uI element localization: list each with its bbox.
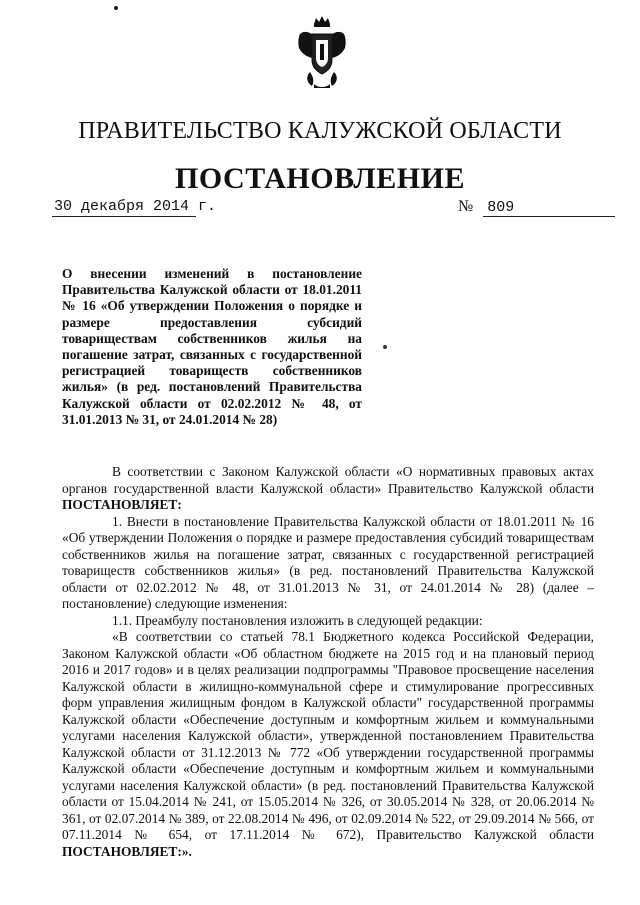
coat-of-arms-icon xyxy=(296,14,348,92)
document-number xyxy=(458,198,615,217)
body-paragraph: 1.1. Преамбулу постановления изложить в следующей редакции: xyxy=(112,612,483,628)
body-paragraph: 1. Внести в постановление Правительства Калужской области от 18.01.2011 № 16 «Об утверждении Положения о порядке и размере предоставления субсидий товариществам собственников жилья на погашение затрат, связанных с государственной регистрацией товариществ собственников жилья» (в ред. постановлений Правительства Калужской области от 02.02.2012 № 48, от 31.01.2013 № 31, от 24.01.2014 № 28) (далее – постановление) следующие изменения: xyxy=(62,513,594,611)
scan-speck xyxy=(114,6,118,10)
scan-speck xyxy=(383,345,387,349)
document-type-title: ПОСТАНОВЛЕНИЕ xyxy=(175,162,465,195)
resolution-keyword: ПОСТАНОВЛЯЕТ: xyxy=(62,497,182,512)
document-body xyxy=(62,464,594,860)
government-name: ПРАВИТЕЛЬСТВО КАЛУЖСКОЙ ОБЛАСТИ xyxy=(78,118,562,144)
number-sign: № xyxy=(458,198,474,215)
document-date: 30 декабря 2014 г. xyxy=(54,198,217,215)
paragraph-text: В соответствии с Законом Калужской области «О нормативных правовых актах органов государственной власти Калужской области» Правительство Калужской области xyxy=(62,464,594,496)
document-subject: О внесении изменений в постановление Правительства Калужской области от 18.01.2011 № 16 «Об утверждении Положения о порядке и размере предоставления субсидий товариществам собственников жилья на погашение затрат, связанных с государственной регистрацией товариществ собственников жилья» (в ред. постановлений Правительства Калужской области от 02.02.2012 № 48, от 31.01.2013 № 31, от 24.01.2014 № 28) xyxy=(62,266,362,427)
body-paragraph xyxy=(62,464,594,514)
number-value: 809 xyxy=(483,199,615,217)
paragraph-text: «В соответствии со статьей 78.1 Бюджетного кодекса Российской Федерации, Законом Калужской области «Об областном бюджете на 2015 год и на плановый период 2016 и 2017 годов» и в целях реализации подпрограммы "Правовое просвещение населения Калужской области в жилищно-коммунальной сфере и стимулирование прогрессивных форм управления жилищным фондом в Калужской области" государственной программы Калужской области «Обеспечение доступным и комфортным жильем и коммунальными услугами населения Калужской области», утвержденной постановлением Правительства Калужской области от 31.12.2013 № 772 «Об утверждении государственной программы Калужской области «Обеспечение доступным и комфортным жильем и коммунальными услугами населения Калужской области» (в ред. постановлений Правительства Калужской области от 15.04.2014 № 241, от 15.05.2014 № 326, от 30.05.2014 № 328, от 20.06.2014 № 361, от 02.07.2014 № 389, от 22.08.2014 № 496, от 02.09.2014 № 522, от 29.09.2014 № 566, от 07.11.2014 № 654, от 17.11.2014 № 672), Правительство Калужской области xyxy=(62,629,594,842)
resolution-keyword: ПОСТАНОВЛЯЕТ:». xyxy=(62,843,192,859)
body-paragraph xyxy=(62,629,594,860)
